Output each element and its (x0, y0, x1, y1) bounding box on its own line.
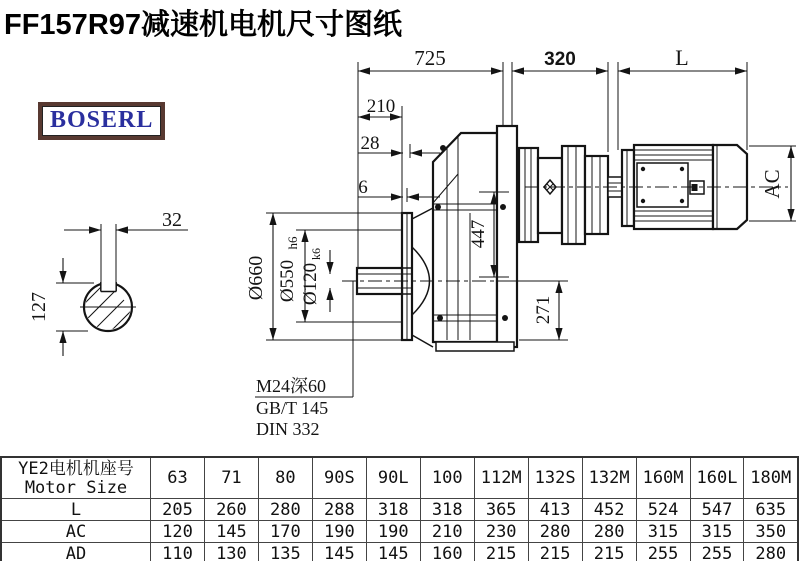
header-cn-label: YE2电机机座号 (18, 458, 134, 479)
value-cell: 255 (636, 543, 690, 561)
value-cell: 215 (528, 543, 582, 561)
header-cell: 90L (366, 457, 420, 499)
value-cell: 280 (258, 499, 312, 521)
value-cell: 160 (420, 543, 474, 561)
dim-L-label: L (675, 45, 689, 70)
table-row (1, 521, 798, 543)
header-cell: 112M (474, 457, 528, 499)
value-cell: 365 (474, 499, 528, 521)
value-cell: 210 (420, 521, 474, 543)
keyway (101, 281, 116, 292)
dim-725-label: 725 (414, 46, 446, 70)
table-row (1, 543, 798, 561)
shaft-section-view (38, 264, 142, 368)
header-cell: 80 (258, 457, 312, 499)
value-cell: 145 (312, 543, 366, 561)
value-cell: 215 (582, 543, 636, 561)
page-title: FF157R97减速机电机尺寸图纸 (4, 9, 403, 41)
value-cell: 110 (151, 543, 205, 561)
value-cell: 135 (258, 543, 312, 561)
header-cell: 160L (690, 457, 744, 499)
value-cell: 230 (474, 521, 528, 543)
value-cell: 215 (474, 543, 528, 561)
value-cell: 280 (744, 543, 798, 561)
input-adapter (519, 146, 622, 244)
header-en-label: Motor Size (24, 477, 128, 498)
value-cell: 413 (528, 499, 582, 521)
value-cell: 288 (312, 499, 366, 521)
dim-210-label: 210 (366, 96, 396, 117)
value-cell: 120 (151, 521, 205, 543)
value-cell: 145 (204, 521, 258, 543)
dim-447-label: 447 (468, 219, 489, 249)
dim-6-label: 6 (358, 177, 368, 198)
note-gbt: GB/T 145 (256, 398, 329, 418)
value-cell: 350 (744, 521, 798, 543)
value-cell: 170 (258, 521, 312, 543)
dim-271-label: 271 (533, 295, 554, 325)
header-cell: 160M (636, 457, 690, 499)
value-cell: 524 (636, 499, 690, 521)
table-row (1, 499, 798, 521)
note-din: DIN 332 (256, 419, 320, 439)
value-cell: 547 (690, 499, 744, 521)
value-cell: 190 (312, 521, 366, 543)
value-cell: 255 (690, 543, 744, 561)
value-cell: 130 (204, 543, 258, 561)
row-label: L (1, 499, 151, 521)
value-cell: 260 (204, 499, 258, 521)
value-cell: 280 (528, 521, 582, 543)
value-cell: 205 (151, 499, 205, 521)
header-cell: 63 (151, 457, 205, 499)
dim-127-label: 127 (28, 292, 50, 322)
motor-size-table-body (1, 457, 798, 561)
table-header-row (1, 457, 798, 499)
value-cell: 145 (366, 543, 420, 561)
dim-120-label: Ø120 (300, 262, 321, 306)
output-flange-and-shaft (357, 208, 433, 347)
dim-660-label: Ø660 (245, 255, 267, 301)
header-cell: 132M (582, 457, 636, 499)
value-cell: 452 (582, 499, 636, 521)
header-motor-size-cell (1, 457, 151, 499)
brand-logo-text: BOSERL (42, 106, 161, 136)
value-cell: 315 (636, 521, 690, 543)
value-cell: 635 (744, 499, 798, 521)
dim-320-label: 320 (544, 49, 576, 70)
value-cell: 280 (582, 521, 636, 543)
hatching (38, 264, 142, 368)
row-label: AC (1, 521, 151, 543)
header-cell: 90S (312, 457, 366, 499)
dim-120-tol-label: k6 (309, 248, 323, 260)
value-cell: 190 (366, 521, 420, 543)
header-cell: 132S (528, 457, 582, 499)
row-label: AD (1, 543, 151, 561)
dim-AC-label: AC (760, 169, 784, 199)
dim-28-label: 28 (360, 133, 380, 154)
note-thread: M24深60 (256, 376, 327, 396)
header-cell: 180M (744, 457, 798, 499)
value-cell: 318 (420, 499, 474, 521)
value-cell: 315 (690, 521, 744, 543)
dim-550-label: Ø550 (277, 259, 298, 303)
dim-32-label: 32 (162, 209, 182, 231)
header-cell: 71 (204, 457, 258, 499)
motor-size-table (0, 456, 800, 561)
value-cell: 318 (366, 499, 420, 521)
dim-550-tol-label: h6 (285, 236, 300, 250)
header-cell: 100 (420, 457, 474, 499)
